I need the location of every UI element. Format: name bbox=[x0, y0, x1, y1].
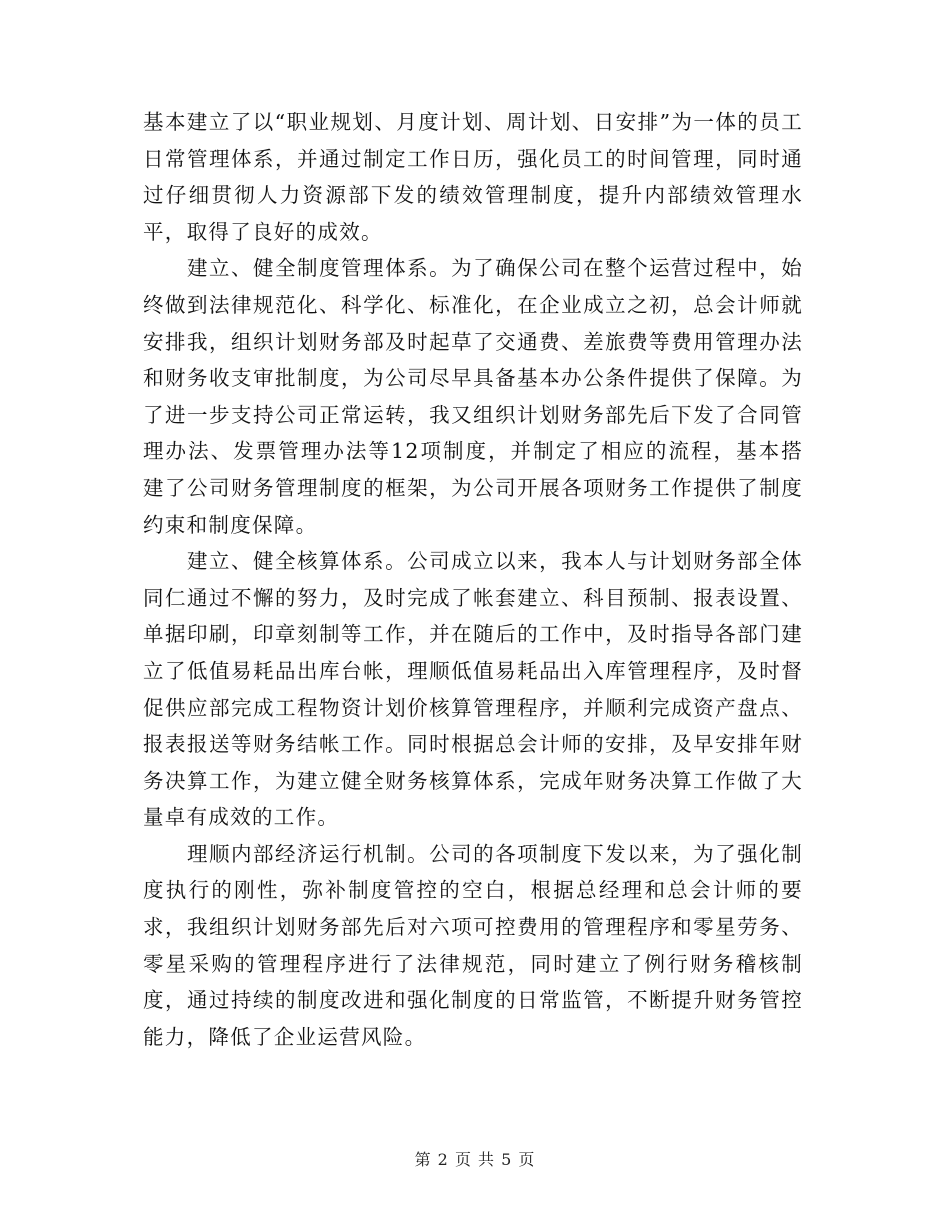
body-paragraph: 建立、健全制度管理体系。为了确保公司在整个运营过程中，始终做到法律规范化、科学化、标准化，在企业成立之初，总会计师就安排我，组织计划财务部及时起草了交通费、差旅费等费用管理办法和财务收支审批制度，为公司尽早具备基本办公条件提供了保障。为了进一步支持公司正常运转，我又组织计划财务部先后下发了合同管理办法、发票管理办法等12项制度，并制定了相应的流程，基本搭建了公司财务管理制度的框架，为公司开展各项财务工作提供了制度约束和制度保障。 bbox=[143, 256, 803, 537]
body-paragraph: 基本建立了以“职业规划、月度计划、周计划、日安排”为一体的员工日常管理体系，并通过制定工作日历，强化员工的时间管理，同时通过仔细贯彻人力资源部下发的绩效管理制度，提升内部绩效管理水平，取得了良好的成效。 bbox=[143, 110, 803, 244]
document-body bbox=[143, 104, 803, 1055]
page-number: 第 2 页 共 5 页 bbox=[414, 1150, 536, 1169]
body-paragraph: 建立、健全核算体系。公司成立以来，我本人与计划财务部全体同仁通过不懈的努力，及时完成了帐套建立、科目预制、报表设置、单据印刷，印章刻制等工作，并在随后的工作中，及时指导各部门建立了低值易耗品出库台帐，理顺低值易耗品出入库管理程序，及时督促供应部完成工程物资计划价核算管理程序，并顺利完成资产盘点、报表报送等财务结帐工作。同时根据总会计师的安排，及早安排年财务决算工作，为建立健全财务核算体系，完成年财务决算工作做了大量卓有成效的工作。 bbox=[143, 549, 803, 830]
body-paragraph: 理顺内部经济运行机制。公司的各项制度下发以来，为了强化制度执行的刚性，弥补制度管控的空白，根据总经理和总会计师的要求，我组织计划财务部先后对六项可控费用的管理程序和零星劳务、零星采购的管理程序进行了法律规范，同时建立了例行财务稽核制度，通过持续的制度改进和强化制度的日常监管，不断提升财务管控能力，降低了企业运营风险。 bbox=[143, 841, 803, 1049]
